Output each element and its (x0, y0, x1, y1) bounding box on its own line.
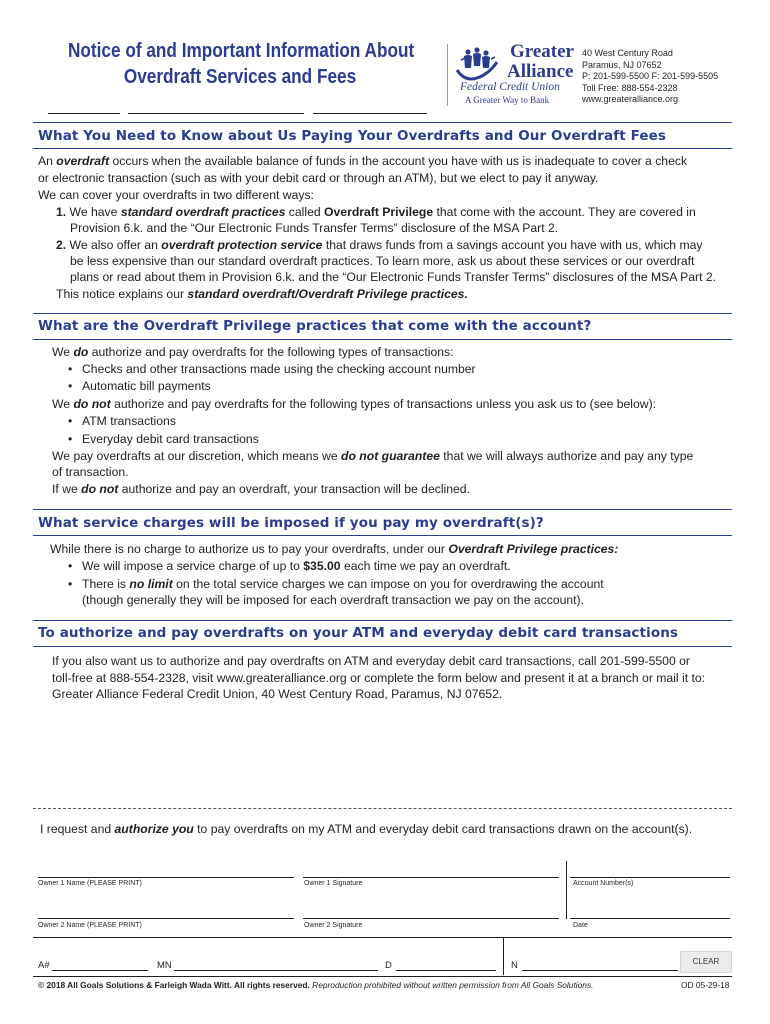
header-blank-2[interactable] (128, 113, 304, 114)
cut-line (33, 808, 732, 809)
notice-explains: This notice explains our standard overdraft/Overdraft Privilege practices. (56, 287, 468, 301)
owner1-signature-field[interactable] (303, 877, 559, 878)
date-field[interactable] (570, 918, 730, 919)
section2-heading: What are the Overdraft Privilege practices that come with the account? (38, 318, 592, 334)
section3-heading: What service charges will be imposed if you pay my overdraft(s)? (38, 515, 544, 531)
service-charge-intro: While there is no charge to authorize us to pay your overdrafts, under our Overdraft Privilege practices: (50, 542, 619, 556)
logo-divider (447, 44, 448, 106)
mn-field[interactable] (174, 970, 378, 971)
logo-word-fcu: Federal Credit Union (460, 81, 560, 93)
owner2-name-label: Owner 2 Name (PLEASE PRINT) (38, 922, 142, 929)
d-label: D (385, 960, 392, 971)
section1-top-rule (33, 122, 732, 123)
owner2-signature-label: Owner 2 Signature (304, 922, 363, 929)
do-not-item: • ATM transactions (82, 413, 176, 430)
n-label: N (511, 960, 518, 971)
discretion-statement-line2: of transaction. (52, 465, 129, 479)
account-numbers-field[interactable] (570, 877, 730, 878)
two-ways-intro: We can cover your overdrafts in two different ways: (38, 188, 314, 202)
logo-tagline: A Greater Way to Bank (465, 95, 550, 105)
section4-heading: To authorize and pay overdrafts on your ATM and everyday debit card transactions (38, 625, 679, 641)
authorize-instructions-line2: toll-free at 888-554-2328, visit www.greateralliance.org or complete the form below and present it at a branch or mail it to: (52, 671, 706, 685)
do-item: • Checks and other transactions made using the checking account number (82, 361, 476, 378)
service-charge-item: • There is no limit on the total service charges we can impose on you for overdrawing the account (82, 576, 604, 593)
contact-phone-fax: P: 201-599-5500 F: 201-599-5505 (582, 71, 719, 81)
option-2: 2. We also offer an overdraft protection service that draws funds from a savings account you have with us, which may (56, 238, 703, 252)
section4-bottom-rule (33, 646, 732, 647)
contact-block (582, 48, 718, 106)
page-title (68, 38, 415, 90)
owner1-name-field[interactable] (38, 877, 294, 878)
title-line-1: Notice of and Important Information About (68, 40, 415, 62)
owner2-signature-field[interactable] (303, 918, 559, 919)
declined-statement: If we do not authorize and pay an overdraft, your transaction will be declined. (52, 482, 470, 496)
account-numbers-label: Account Number(s) (573, 880, 634, 887)
clear-button[interactable]: CLEAR (680, 951, 732, 973)
do-not-authorize: We do not authorize and pay overdrafts for the following types of transactions unless you ask us to (see below): (52, 397, 657, 411)
section2-top-rule (33, 313, 732, 314)
section1-heading: What You Need to Know about Us Paying Your Overdrafts and Our Overdraft Fees (38, 128, 667, 144)
footer-rule (33, 976, 732, 977)
account-divider (566, 861, 567, 919)
authorization-request: I request and authorize you to pay overdrafts on my ATM and everyday debit card transactions drawn on the account(s). (40, 822, 693, 836)
contact-toll-free: Toll Free: 888-554-2328 (582, 82, 678, 93)
do-not-item: • Everyday debit card transactions (82, 431, 259, 448)
section1-bottom-rule (33, 148, 732, 149)
date-label: Date (573, 922, 588, 929)
section2-bottom-rule (33, 339, 732, 340)
authorize-instructions: If you also want us to authorize and pay overdrafts on ATM and everyday debit card transactions, call 201-599-5500 or (52, 654, 690, 668)
section4-top-rule (33, 620, 732, 621)
authorize-instructions-line3: Greater Alliance Federal Credit Union, 40 West Century Road, Paramus, NJ 07652. (52, 687, 503, 701)
a-number-field[interactable] (52, 970, 148, 971)
logo-word-alliance: Alliance (507, 61, 574, 82)
contact-city: Paramus, NJ 07652 (582, 59, 662, 70)
owner2-name-field[interactable] (38, 918, 294, 919)
do-item: • Automatic bill payments (82, 378, 211, 395)
title-line-2: Overdraft Services and Fees (123, 66, 357, 88)
header-blank-1[interactable] (48, 113, 120, 114)
d-field[interactable] (396, 970, 496, 971)
overdraft-definition-line2: or electronic transaction (such as with your debit card or through an ATM), but we elect to pay it anyway. (38, 171, 599, 185)
logo-word-greater: Greater (510, 41, 574, 62)
header-blank-3[interactable] (313, 113, 427, 114)
owner1-name-label: Owner 1 Name (PLEASE PRINT) (38, 880, 142, 887)
mn-label: MN (157, 960, 172, 971)
office-use-divider (503, 937, 504, 975)
n-field[interactable] (522, 970, 678, 971)
contact-website: www.greateralliance.org (582, 94, 679, 104)
a-number-label: A# (38, 960, 50, 971)
service-charge-item: • We will impose a service charge of up to $35.00 each time we pay an overdraft. (82, 558, 511, 575)
discretion-statement: We pay overdrafts at our discretion, which means we do not guarantee that we will always authorize and pay any type (52, 449, 694, 463)
service-charge-item-line2: (though generally they will be imposed for each overdraft transaction we pay on the account). (82, 593, 585, 607)
section3-top-rule (33, 509, 732, 510)
option-1-line2: Provision 6.k. and the “Our Electronic Funds Transfer Terms” disclosure of the MSA Part 2. (70, 221, 559, 235)
form-code: OD 05-29-18 (681, 980, 730, 990)
option-2-line3: plans or read about them in Provision 6.k. and the “Our Electronic Funds Transfer Terms” disclosures of the MSA Part 2. (70, 270, 717, 284)
option-2-line2: be less expensive than our standard overdraft practices. To learn more, ask us about these services or our overdraft (70, 254, 695, 268)
contact-street: 40 West Century Road (582, 48, 673, 58)
owner1-signature-label: Owner 1 Signature (304, 880, 363, 887)
section3-bottom-rule (33, 535, 732, 536)
do-authorize: We do authorize and pay overdrafts for the following types of transactions: (52, 345, 454, 359)
logo-emblem-icon (453, 44, 503, 84)
overdraft-definition: An overdraft occurs when the available balance of funds in the account you have with us is inadequate to cover a check (38, 154, 688, 168)
footer-copyright: © 2018 All Goals Solutions & Farleigh Wada Witt. All rights reserved. Reproduction prohibited without written permission from All Goals Solutions. (38, 980, 594, 990)
option-1: 1. We have standard overdraft practices called Overdraft Privilege that come with the account. They are covered in (56, 205, 696, 219)
office-use-top-rule (33, 937, 732, 938)
